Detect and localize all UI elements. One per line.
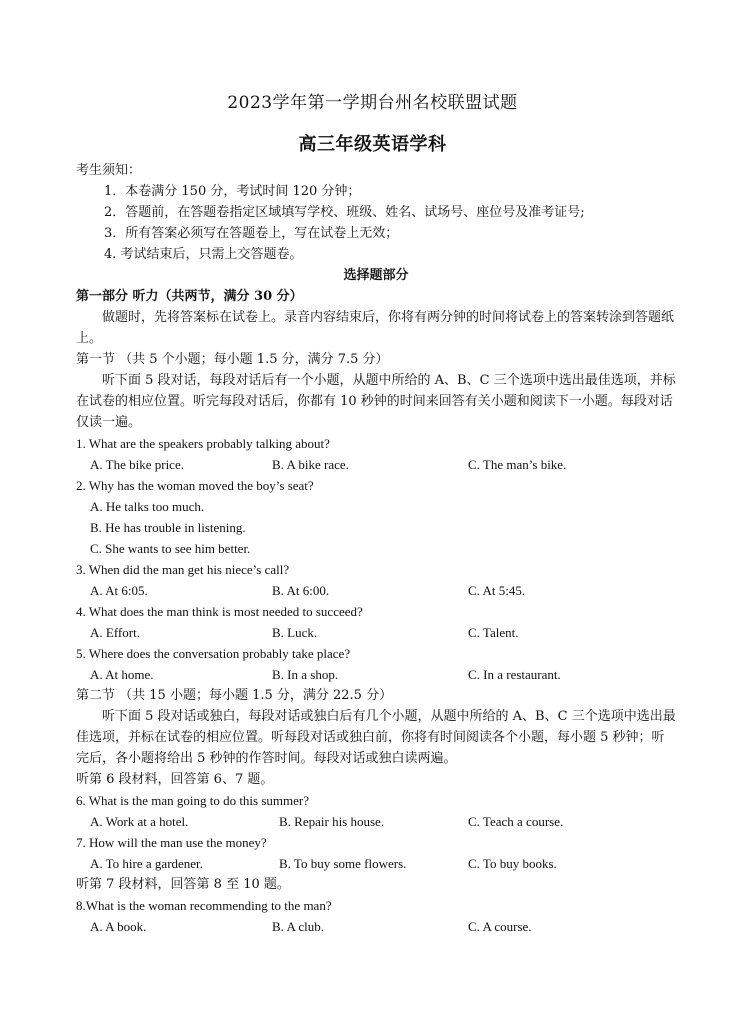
notice-item: 3．所有答案必须写在答题卷上，写在试卷上无效； — [104, 226, 399, 241]
question-7: 7. How will the man use the money? — [76, 835, 267, 850]
option-a: A. To hire a gardener. — [90, 856, 203, 871]
option-a: A. A book. — [90, 919, 147, 934]
option-a: A. At 6:05. — [90, 583, 148, 598]
option-c: C. The man’s bike. — [468, 457, 567, 472]
question-8-options — [76, 916, 676, 937]
option-b: B. Repair his house. — [279, 814, 385, 829]
notice-item: 4. 考试结束后，只需上交答题卷。 — [104, 247, 303, 262]
question-3: 3. When did the man get his niece’s call? — [76, 562, 290, 577]
option-c: C. At 5:45. — [468, 583, 526, 598]
notice-item: 1．本卷满分 150 分，考试时间 120 分钟； — [104, 184, 361, 199]
option-b: B. To buy some flowers. — [279, 856, 407, 871]
option-c: C. To buy books. — [468, 856, 557, 871]
option-b: B. At 6:00. — [272, 583, 330, 598]
question-2: 2. Why has the woman moved the boy’s seat? — [76, 478, 314, 493]
sec1-title: 第一节 （共 5 个小题；每小题 1.5 分，满分 7.5 分） — [76, 352, 389, 367]
notice-item: 2．答题前，在答题卷指定区域填写学校、班级、姓名、试场号、座位号及准考证号; — [104, 205, 585, 220]
question-4: 4. What does the man think is most needed to succeed? — [76, 604, 363, 619]
question-5-options — [76, 664, 676, 685]
option-a: A. The bike price. — [90, 457, 184, 472]
exam-title: 2023学年第一学期台州名校联盟试题 — [227, 93, 518, 113]
option-c: C. In a restaurant. — [468, 667, 561, 682]
question-5: 5. Where does the conversation probably take place? — [76, 646, 351, 661]
option-c: C. She wants to see him better. — [90, 541, 251, 556]
option-c: C. Teach a course. — [468, 814, 564, 829]
part1-title: 第一部分 听力（共两节，满分 30 分） — [76, 289, 303, 304]
option-b: B. In a shop. — [272, 667, 339, 682]
option-b: B. A bike race. — [272, 457, 349, 472]
part1-intro: 做题时，先将答案标在试卷上。录音内容结束后，你将有两分钟的时间将试卷上的答案转涂到答题纸上。 — [76, 310, 675, 346]
option-a: A. He talks too much. — [90, 499, 205, 514]
material-7-heading: 听第 7 段材料，回答第 8 至 10 题。 — [76, 877, 290, 892]
question-4-options — [76, 622, 676, 643]
option-c: C. Talent. — [468, 625, 519, 640]
question-8: 8.What is the woman recommending to the man? — [76, 898, 332, 913]
question-1: 1. What are the speakers probably talking about? — [76, 436, 330, 451]
notice-heading: 考生须知： — [76, 163, 142, 178]
notice-block — [76, 160, 676, 937]
option-b: B. A club. — [272, 919, 325, 934]
question-6-options — [76, 811, 676, 832]
sec2-instructions: 听下面 5 段对话或独白，每段对话或独白后有几个小题，从题中所给的 A、B、C 三个选项中选出最佳选项，并标在试卷的相应位置。听每段对话或独白前，你将有时间阅读各个小题，每小题 5 秒钟；听完后，各小题将给出 5 秒钟的作答时间。每段对话或独白读两遍。 — [76, 709, 676, 766]
material-6-heading: 听第 6 段材料，回答第 6、7 题。 — [76, 772, 274, 787]
question-3-options — [76, 580, 676, 601]
sec2-title: 第二节 （共 15 小题；每小题 1.5 分，满分 22.5 分） — [76, 688, 393, 703]
section-title: 选择题部分 — [343, 268, 409, 283]
option-b: B. Luck. — [272, 625, 318, 640]
option-c: C. A course. — [468, 919, 532, 934]
option-a: A. At home. — [90, 667, 154, 682]
option-b: B. He has trouble in listening. — [90, 520, 246, 535]
option-a: A. Effort. — [90, 625, 140, 640]
exam-subtitle: 高三年级英语学科 — [298, 134, 447, 155]
question-7-options — [76, 853, 676, 874]
option-a: A. Work at a hotel. — [90, 814, 189, 829]
sec1-instructions: 听下面 5 段对话，每段对话后有一个小题，从题中所给的 A、B、C 三个选项中选出最佳选项，并标在试卷的相应位置。听完每段对话后，你都有 10 秒钟的时间来回答有关小题和阅读下一小题。每段对话仅读一遍。 — [76, 373, 676, 430]
question-1-options — [76, 454, 676, 475]
question-6: 6. What is the man going to do this summer? — [76, 793, 310, 808]
